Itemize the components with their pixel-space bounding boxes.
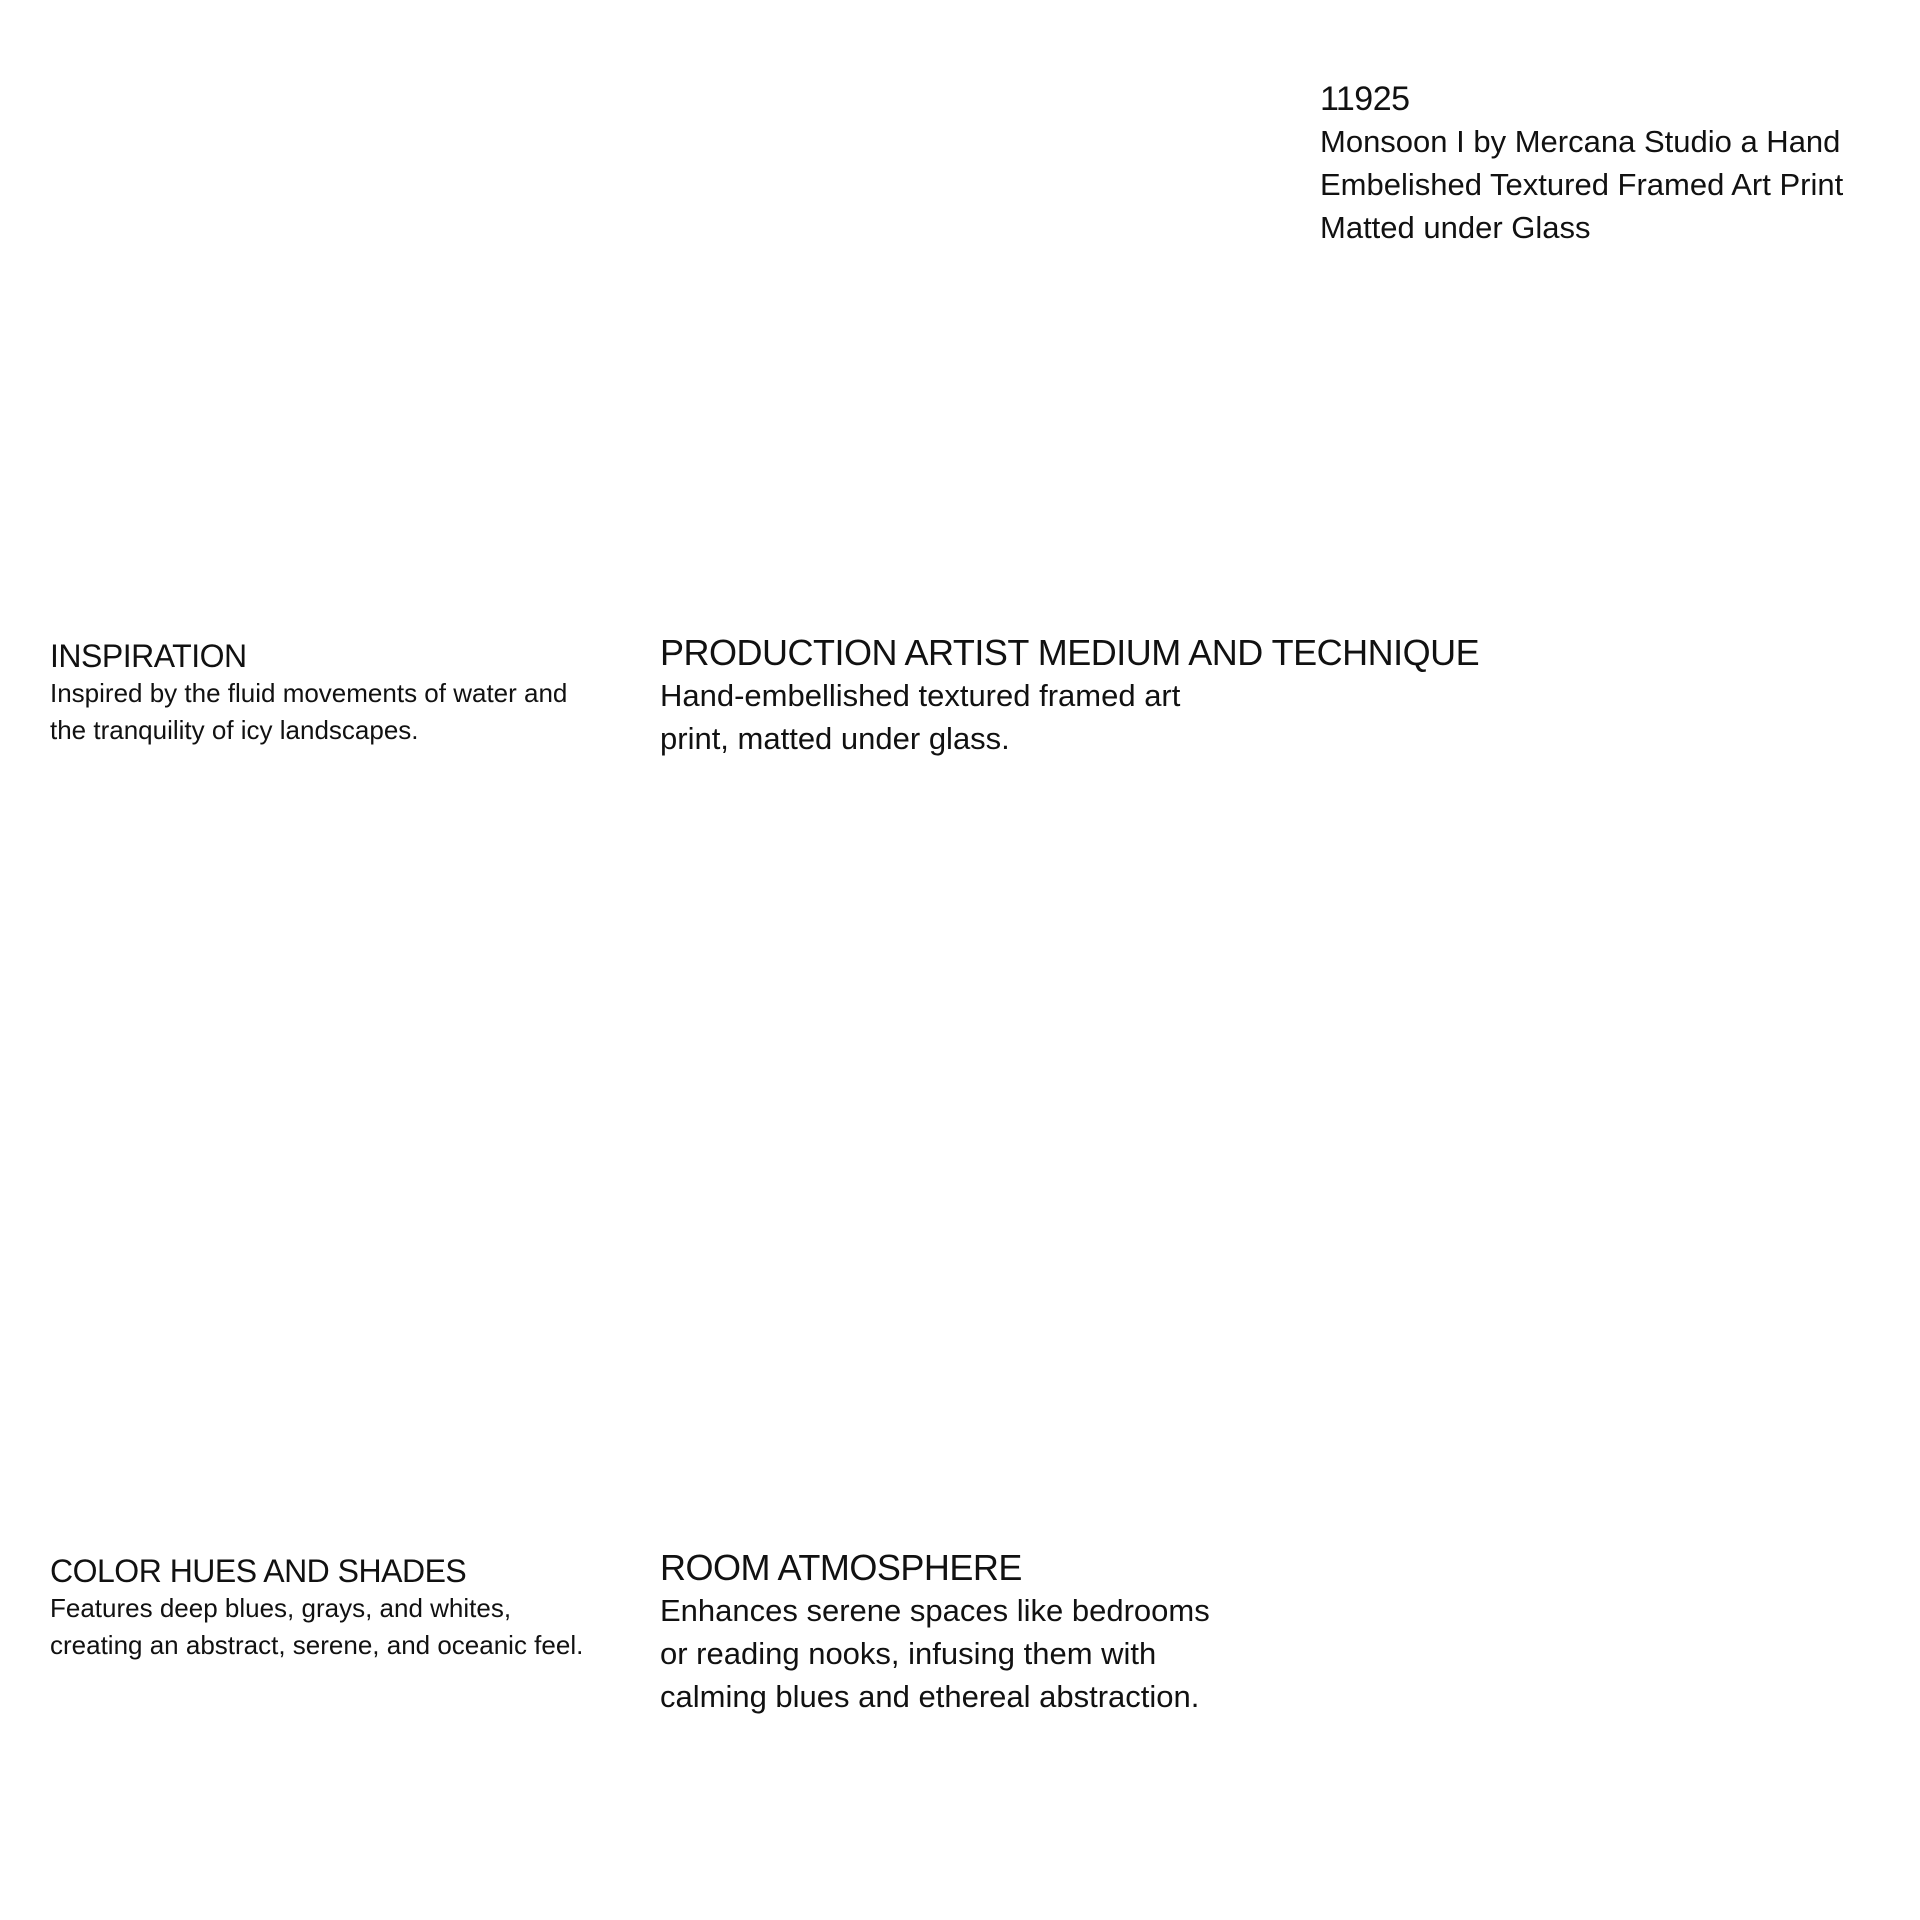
inspiration-text	[50, 675, 640, 749]
product-code: 11925	[1320, 80, 1410, 118]
inspiration-heading: INSPIRATION	[50, 638, 247, 674]
production-line: Hand-embellished textured framed art	[660, 678, 1181, 713]
product-header	[1320, 78, 1890, 249]
color-hues-section	[50, 1552, 650, 1664]
room-atmosphere-section	[660, 1547, 1260, 1718]
production-text	[660, 674, 1260, 760]
product-title-line: Matted under Glass	[1320, 210, 1591, 245]
product-title-line: Embelished Textured Framed Art Print	[1320, 167, 1844, 202]
production-line: print, matted under glass.	[660, 721, 1010, 756]
room-atmosphere-line: or reading nooks, infusing them with	[660, 1636, 1157, 1671]
product-title	[1320, 120, 1890, 249]
room-atmosphere-heading: ROOM ATMOSPHERE	[660, 1547, 1022, 1588]
inspiration-line: the tranquility of icy landscapes.	[50, 715, 419, 745]
inspiration-section	[50, 637, 640, 749]
room-atmosphere-line: Enhances serene spaces like bedrooms	[660, 1593, 1210, 1628]
production-heading: PRODUCTION ARTIST MEDIUM AND TECHNIQUE	[660, 632, 1480, 673]
inspiration-line: Inspired by the fluid movements of water and	[50, 678, 568, 708]
color-hues-line: Features deep blues, grays, and whites,	[50, 1593, 512, 1623]
color-hues-line: creating an abstract, serene, and oceanic feel.	[50, 1630, 584, 1660]
color-hues-heading: COLOR HUES AND SHADES	[50, 1553, 467, 1589]
room-atmosphere-line: calming blues and ethereal abstraction.	[660, 1679, 1200, 1714]
room-atmosphere-text	[660, 1589, 1260, 1718]
product-title-line: Monsoon I by Mercana Studio a Hand	[1320, 124, 1841, 159]
production-section	[660, 632, 1860, 760]
color-hues-text	[50, 1590, 650, 1664]
